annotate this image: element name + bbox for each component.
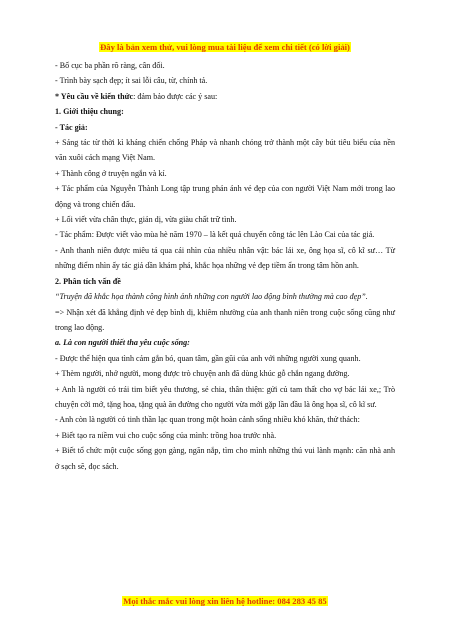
hotline-notice-text: Mọi thắc mắc vui lòng xin liên hệ hotline: 084 283 45 85 [123,596,327,606]
body-paragraph: - Anh thanh niên được miêu tả qua cái nhìn của nhiều nhân vật: bác lái xe, ông họa sĩ, cô kĩ sư… Từ những điểm nhìn ấy tác giả dần khám phá, khắc họa những vẻ đẹp tiềm ẩn trong tâm hồn anh. [55,245,395,271]
knowledge-requirement-label: * Yêu cầu về kiến thức [55,91,134,101]
quoted-statement: “Truyện đã khắc họa thành công hình ảnh những con người lao động bình thường mà cao đẹp”. [55,292,368,302]
knowledge-requirement-line [55,89,395,104]
body-paragraph: - Tác phẩm: Được viết vào mùa hè năm 1970 – là kết quả chuyến công tác lên Lào Cai của tác giả. [55,230,375,240]
hotline-notice-banner [0,596,450,606]
body-paragraph: - Anh còn là người có tinh thần lạc quan trong một hoàn cảnh sống nhiều khó khăn, thử thách: [55,415,360,425]
body-paragraph: + Biết tổ chức một cuộc sống gọn gàng, ngăn nắp, tìm cho mình những thú vui lành mạnh: căn nhà anh ở sạch sẽ, đọc sách. [55,446,395,471]
section-heading-analysis: 2. Phân tích vấn đề [55,276,121,286]
body-line: - Trình bày sạch đẹp; ít sai lỗi câu, từ, chính tả. [55,76,208,86]
body-line: + Thành công ở truyện ngắn và kí. [55,168,167,178]
body-line: + Lối viết vừa chân thực, giản dị, vừa giàu chất trữ tình. [55,215,237,225]
body-line: + Biết tạo ra niềm vui cho cuộc sống của mình: trồng hoa trước nhà. [55,430,277,440]
section-heading-introduction: 1. Giới thiệu chung: [55,107,124,117]
document-body [55,58,395,474]
body-paragraph: - Được thể hiện qua tình cảm gắn bó, quan tâm, gần gũi của anh với những người xung quanh. [55,353,361,363]
body-paragraph: + Anh là người có trái tim biết yêu thương, sẻ chia, thân thiện: gửi củ tam thất cho vợ bác lái xe,; Trò chuyện cởi mở, tặng hoa, tặng quà ăn đường cho người vừa mới gặp lần đầu là ông họa sĩ, cô kĩ sư. [55,384,395,409]
body-paragraph: => Nhận xét đã khẳng định vẻ đẹp bình dị, khiêm nhường của anh thanh niên trong cuộc sống cũng như trong lao động. [55,307,395,332]
subsection-heading-a: a. Là con người thiết tha yêu cuộc sống: [55,338,190,348]
body-line: - Bố cục ba phần rõ ràng, cân đối. [55,61,165,70]
body-paragraph: + Sáng tác từ thời kì kháng chiến chống Pháp và nhanh chóng trở thành một cây bút tiêu biểu của nền văn xuôi cách mạng Việt Nam. [55,138,395,163]
body-line: + Thèm người, nhớ người, mong được trò chuyện anh đã dùng khúc gỗ chắn ngang đường. [55,369,350,379]
preview-notice-text: Đây là bản xem thử, vui lòng mua tài liệu để xem chi tiết (có lời giải) [100,42,350,52]
body-paragraph: + Tác phẩm của Nguyễn Thành Long tập trung phản ánh vẻ đẹp của con người Việt Nam mới trong lao động và trong chiến đấu. [55,184,395,209]
subheading-author: - Tác giả: [55,122,88,132]
knowledge-requirement-rest: : đảm bảo được các ý sau: [133,91,218,101]
preview-notice-banner [0,42,450,52]
